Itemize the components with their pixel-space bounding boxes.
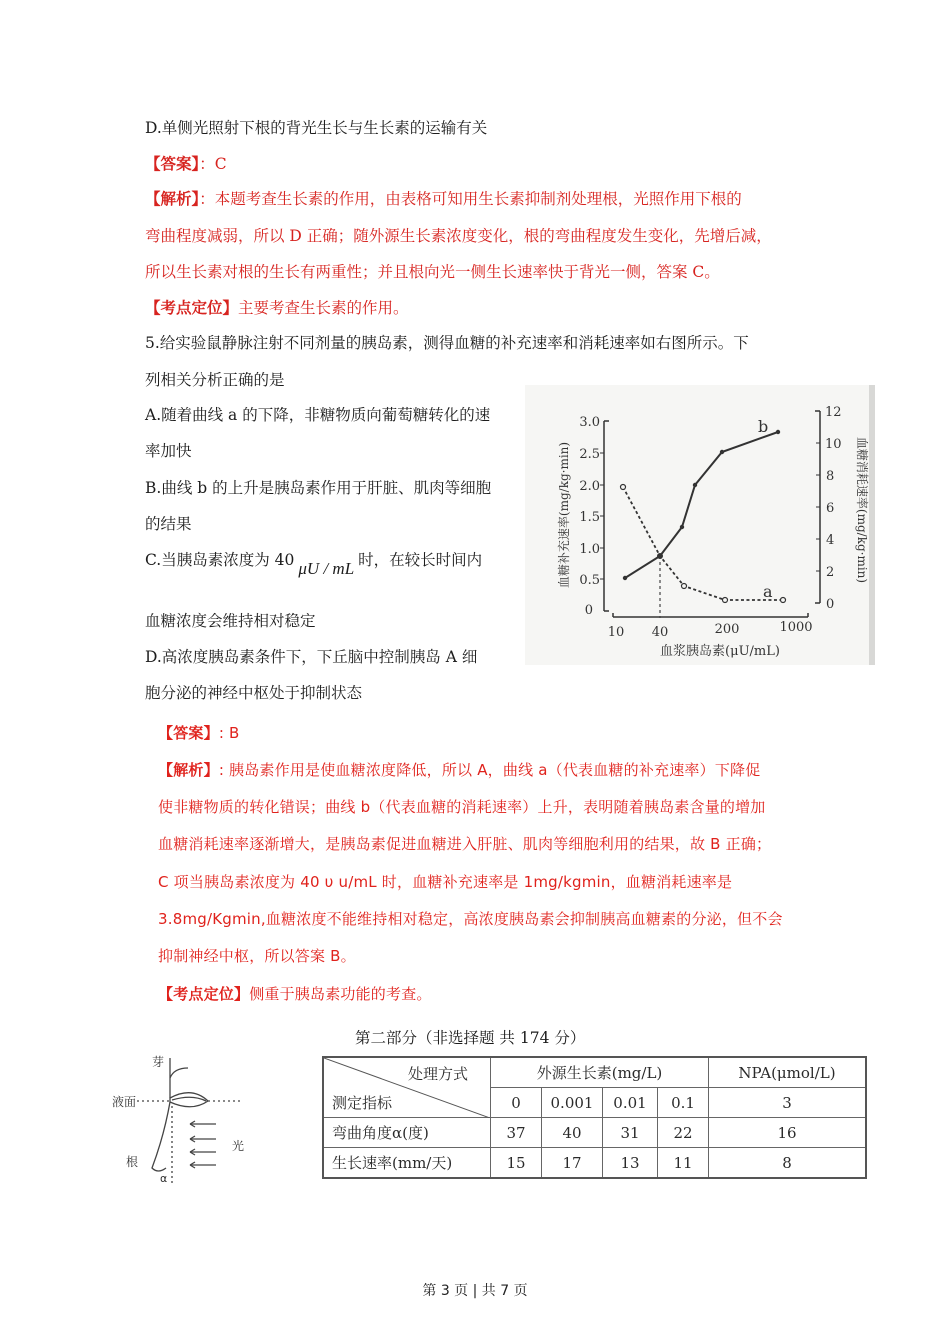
q5-option-c-line-1	[145, 550, 483, 578]
table-header-row	[323, 1057, 866, 1088]
table-cell: 31	[603, 1118, 658, 1148]
q5-stem-line-1: 5.给实验鼠静脉注射不同剂量的胰岛素，测得血糖的补充速率和消耗速率如右图所示。下	[145, 334, 749, 352]
q5-analysis-label: 【解析】	[158, 761, 219, 779]
label-bud: 芽	[152, 1055, 165, 1069]
label-liquid: 液面	[112, 1095, 137, 1109]
svg-text:8: 8	[826, 469, 835, 484]
svg-text:6: 6	[826, 501, 835, 516]
table-cell: 11	[658, 1148, 709, 1179]
svg-text:2: 2	[826, 565, 835, 580]
prev-key-point-text: 主要考查生长素的作用。	[238, 299, 409, 317]
x-label: 血浆胰岛素(μU/mL)	[660, 644, 780, 659]
svg-text:2.0: 2.0	[579, 479, 600, 494]
svg-text:10: 10	[607, 625, 625, 640]
label-alpha: α	[160, 1172, 168, 1185]
prev-answer-label: 【答案】	[145, 154, 200, 173]
prev-key-point	[145, 298, 409, 318]
svg-text:0: 0	[584, 603, 593, 618]
q5-option-c-unit: μU / mL	[298, 559, 355, 578]
q5-key-point-text: 侧重于胰岛素功能的考查。	[249, 985, 432, 1003]
curve-b	[625, 432, 778, 578]
q5-option-a-line-2: 率加快	[145, 442, 192, 460]
svg-text:1000: 1000	[779, 620, 813, 635]
prev-answer-value: ：C	[199, 155, 227, 173]
root-phototropism-figure	[112, 1046, 272, 1186]
prev-option-d: D.单侧光照射下根的背光生长与生长素的运输有关	[145, 119, 488, 137]
right-y-label: 血糖消耗速率(mg/kg·min)	[855, 436, 869, 584]
svg-text:4: 4	[826, 533, 835, 548]
insulin-chart	[525, 385, 875, 665]
q5-key-point	[158, 984, 432, 1004]
svg-text:0: 0	[826, 597, 835, 612]
q5-analysis-line-4: C 项当胰岛素浓度为 40 υ u/mL 时，血糖补充速率是 1mg/kgmin，血糖消耗速率是	[158, 873, 733, 891]
svg-text:40: 40	[651, 625, 669, 640]
table-cell: 40	[542, 1118, 603, 1148]
conc-cell: 0.1	[658, 1088, 709, 1118]
q5-option-c-prefix: C.当胰岛素浓度为 40	[145, 551, 295, 569]
table-cell: 17	[542, 1148, 603, 1179]
prev-key-point-label: 【考点定位】	[145, 298, 239, 317]
root-figure-svg	[112, 1046, 272, 1186]
q5-option-d-line-1: D.高浓度胰岛素条件下，下丘脑中控制胰岛 A 细	[145, 648, 478, 666]
table-cell: 13	[603, 1148, 658, 1179]
q5-key-point-label: 【考点定位】	[158, 985, 250, 1003]
section-title: 第二部分（非选择题 共 174 分）	[355, 1029, 586, 1047]
q5-answer-value: : B	[218, 724, 240, 742]
conc-cell: 0.01	[603, 1088, 658, 1118]
q5-option-d-line-2: 胞分泌的神经中枢处于抑制状态	[145, 684, 363, 702]
diag-bottom-label: 测定指标	[332, 1094, 393, 1112]
left-y-ticks	[579, 415, 604, 618]
svg-text:1.0: 1.0	[579, 542, 600, 557]
label-light: 光	[232, 1139, 245, 1153]
svg-text:1.5: 1.5	[579, 510, 600, 525]
q5-analysis-line-1	[158, 760, 760, 780]
table-cell: 22	[658, 1118, 709, 1148]
table-cell: 15	[491, 1148, 542, 1179]
q5-analysis-line-2: 使非糖物质的转化错误；曲线 b（代表血糖的消耗速率）上升，表明随着胰岛素含量的增加	[158, 798, 766, 816]
q5-analysis-line-6: 抑制神经中枢，所以答案 B。	[158, 947, 356, 965]
label-root: 根	[126, 1155, 139, 1169]
group1-header: 外源生长素(mg/L)	[491, 1057, 709, 1088]
conc-cell: 0	[491, 1088, 542, 1118]
q5-option-b-line-2: 的结果	[145, 515, 192, 533]
diag-top-label: 处理方式	[407, 1065, 468, 1083]
svg-text:200: 200	[714, 622, 740, 637]
group2-header: NPA(μmol/L)	[709, 1057, 867, 1088]
q5-option-a-line-1: A.随着曲线 a 的下降，非糖物质向葡萄糖转化的速	[145, 406, 491, 424]
q5-option-c-suffix: 时，在较长时间内	[358, 551, 483, 569]
table-cell: 8	[709, 1148, 867, 1179]
q5-option-c-line-2: 血糖浓度会维持相对稳定	[145, 612, 316, 630]
row-label: 生长速率(mm/天)	[323, 1148, 491, 1179]
q5-analysis-line-5: 3.8mg/Kgmin,血糖浓度不能维持相对稳定，高浓度胰岛素会抑制胰高血糖素的分泌，但不会	[158, 910, 783, 928]
svg-text:12: 12	[825, 405, 842, 420]
prev-answer	[145, 154, 227, 174]
prev-analysis-text-1: ：本题考查生长素的作用，由表格可知用生长素抑制剂处理根，光照作用下根的	[199, 190, 742, 208]
row-label: 弯曲角度α(度)	[323, 1118, 491, 1148]
prev-analysis-label: 【解析】	[145, 189, 200, 208]
table-cell: 16	[709, 1118, 867, 1148]
prev-analysis-line-3: 所以生长素对根的生长有两重性；并且根向光一侧生长速率快于背光一侧，答案 C。	[145, 263, 720, 281]
page-footer: 第 3 页 | 共 7 页	[422, 1283, 528, 1299]
table-cell: 37	[491, 1118, 542, 1148]
q5-analysis-line-3: 血糖消耗速率逐渐增大，是胰岛素促进血糖进入肝脏、肌肉等细胞利用的结果，故 B 正确；	[158, 835, 772, 853]
svg-text:2.5: 2.5	[579, 447, 600, 462]
curve-a	[623, 487, 783, 600]
left-y-label: 血糖补充速率(mg/kg·min)	[557, 441, 571, 589]
q5-stem-line-2: 列相关分析正确的是	[145, 371, 285, 389]
conc-cell: 3	[709, 1088, 867, 1118]
q5-answer	[158, 723, 240, 743]
table-row	[323, 1118, 866, 1148]
q5-answer-label: 【答案】	[158, 724, 219, 742]
curve-a-label: a	[763, 582, 773, 601]
prev-analysis-line-2: 弯曲程度减弱，所以 D 正确；随外源生长素浓度变化，根的弯曲程度发生变化，先增后减，	[145, 227, 772, 245]
conc-cell: 0.001	[542, 1088, 603, 1118]
diagonal-header-cell	[323, 1057, 491, 1118]
chart-svg	[525, 385, 875, 665]
table-row	[323, 1148, 866, 1179]
auxin-data-table	[322, 1056, 867, 1179]
svg-text:3.0: 3.0	[579, 415, 600, 430]
curve-b-label: b	[758, 417, 769, 436]
q5-analysis-text-1: : 胰岛素作用是使血糖浓度降低，所以 A，曲线 a（代表血糖的补充速率）下降促	[218, 761, 761, 779]
prev-analysis-line-1	[145, 189, 742, 209]
svg-text:0.5: 0.5	[579, 573, 600, 588]
svg-text:10: 10	[825, 437, 842, 452]
q5-option-b-line-1: B.曲线 b 的上升是胰岛素作用于肝脏、肌肉等细胞	[145, 479, 492, 497]
